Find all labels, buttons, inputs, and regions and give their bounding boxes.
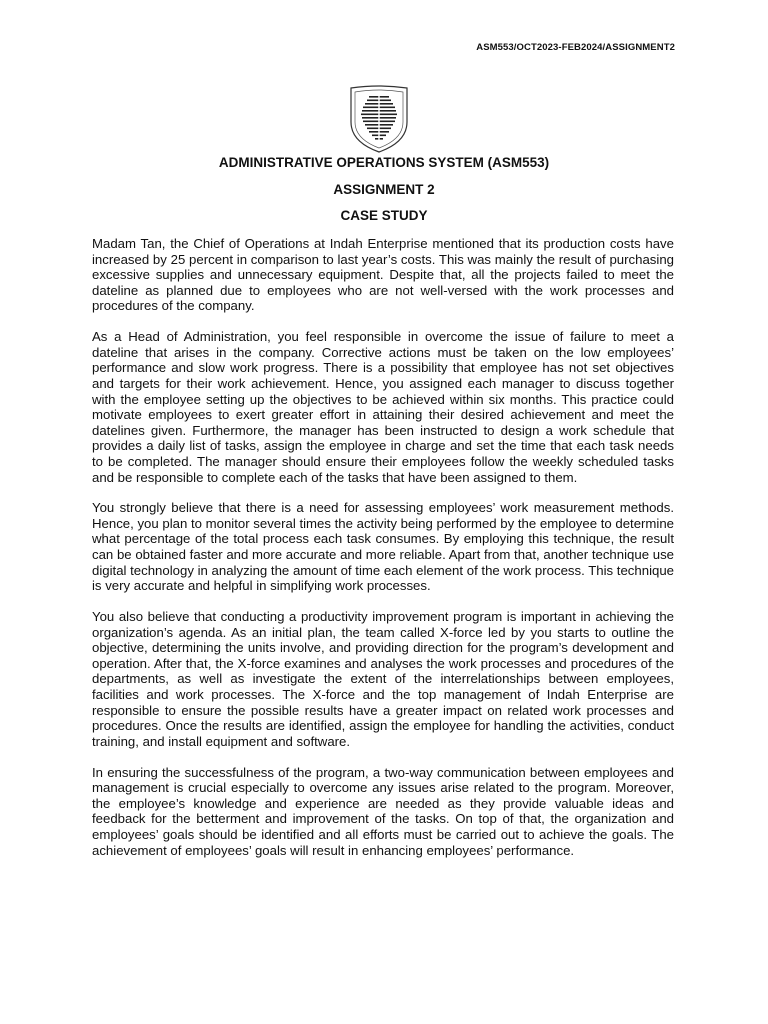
- assignment-number: ASSIGNMENT 2: [333, 182, 435, 197]
- document-reference-code: ASM553/OCT2023-FEB2024/ASSIGNMENT2: [476, 42, 675, 53]
- document-title: ADMINISTRATIVE OPERATIONS SYSTEM (ASM553): [218, 155, 550, 170]
- case-study-body: [92, 236, 674, 873]
- section-heading: CASE STUDY: [340, 208, 428, 223]
- paragraph: As a Head of Administration, you feel responsible in overcome the issue of failure to meet a dateline that arises in the company. Corrective actions must be taken on the low employees’ performance and slow work progress. There is a possibility that employee has not set objectives and targets for their work achievement. Hence, you assigned each manager to discuss together with the employee setting up the objectives to be achieved within six months. This practice could motivate employees to exert greater effort in attaining their desired achievement and meet the datelines given. Furthermore, the manager has been instructed to design a work schedule that provides a daily list of tasks, assign the employee in charge and set the time that each task needs to be completed. The manager should ensure their employees follow the weekly scheduled tasks and be responsible to complete each of the tasks that have been assigned to them.: [92, 329, 674, 485]
- university-crest-icon: [343, 82, 415, 154]
- paragraph: In ensuring the successfulness of the program, a two-way communication between employees and management is crucial especially to overcome any issues arise related to the program. Moreover, the employee’s knowledge and experience are needed as they provide valuable ideas and feedback for the betterment and improvement of the tasks. On top of that, the organization and employees’ goals should be identified and all efforts must be carried out to achieve the goals. The achievement of employees’ goals will result in enhancing employees’ performance.: [92, 764, 674, 858]
- paragraph: You also believe that conducting a productivity improvement program is important in achieving the organization’s agenda. As an initial plan, the team called X-force led by you starts to outline the objective, determining the units involve, and providing direction for the program’s development and operation. After that, the X-force examines and analyses the work processes and procedures of the departments, as well as investigate the extent of the interrelationships between employees, facilities and work processes. The X-force and the top management of Indah Enterprise are responsible to ensure the possible results have a greater impact on related work processes and procedures. Once the results are identified, assign the employee for handling the activities, conduct training, and install equipment and software.: [92, 609, 674, 749]
- paragraph: Madam Tan, the Chief of Operations at Indah Enterprise mentioned that its production costs have increased by 25 percent in comparison to last year’s costs. This was mainly the result of purchasing excessive supplies and unnecessary equipment. Despite that, all the projects failed to meet the dateline as planned due to employees who are not well-versed with the work processes and procedures of the company.: [92, 236, 674, 314]
- paragraph: You strongly believe that there is a need for assessing employees’ work measurement methods. Hence, you plan to monitor several times the activity being performed by the employee to determine what percentage of the total process each task consumes. By employing this technique, the result can be obtained faster and more accurate and more reliable. Apart from that, another technique use digital technology in analyzing the amount of time each element of the work process. This technique is very accurate and helpful in simplifying work processes.: [92, 500, 675, 594]
